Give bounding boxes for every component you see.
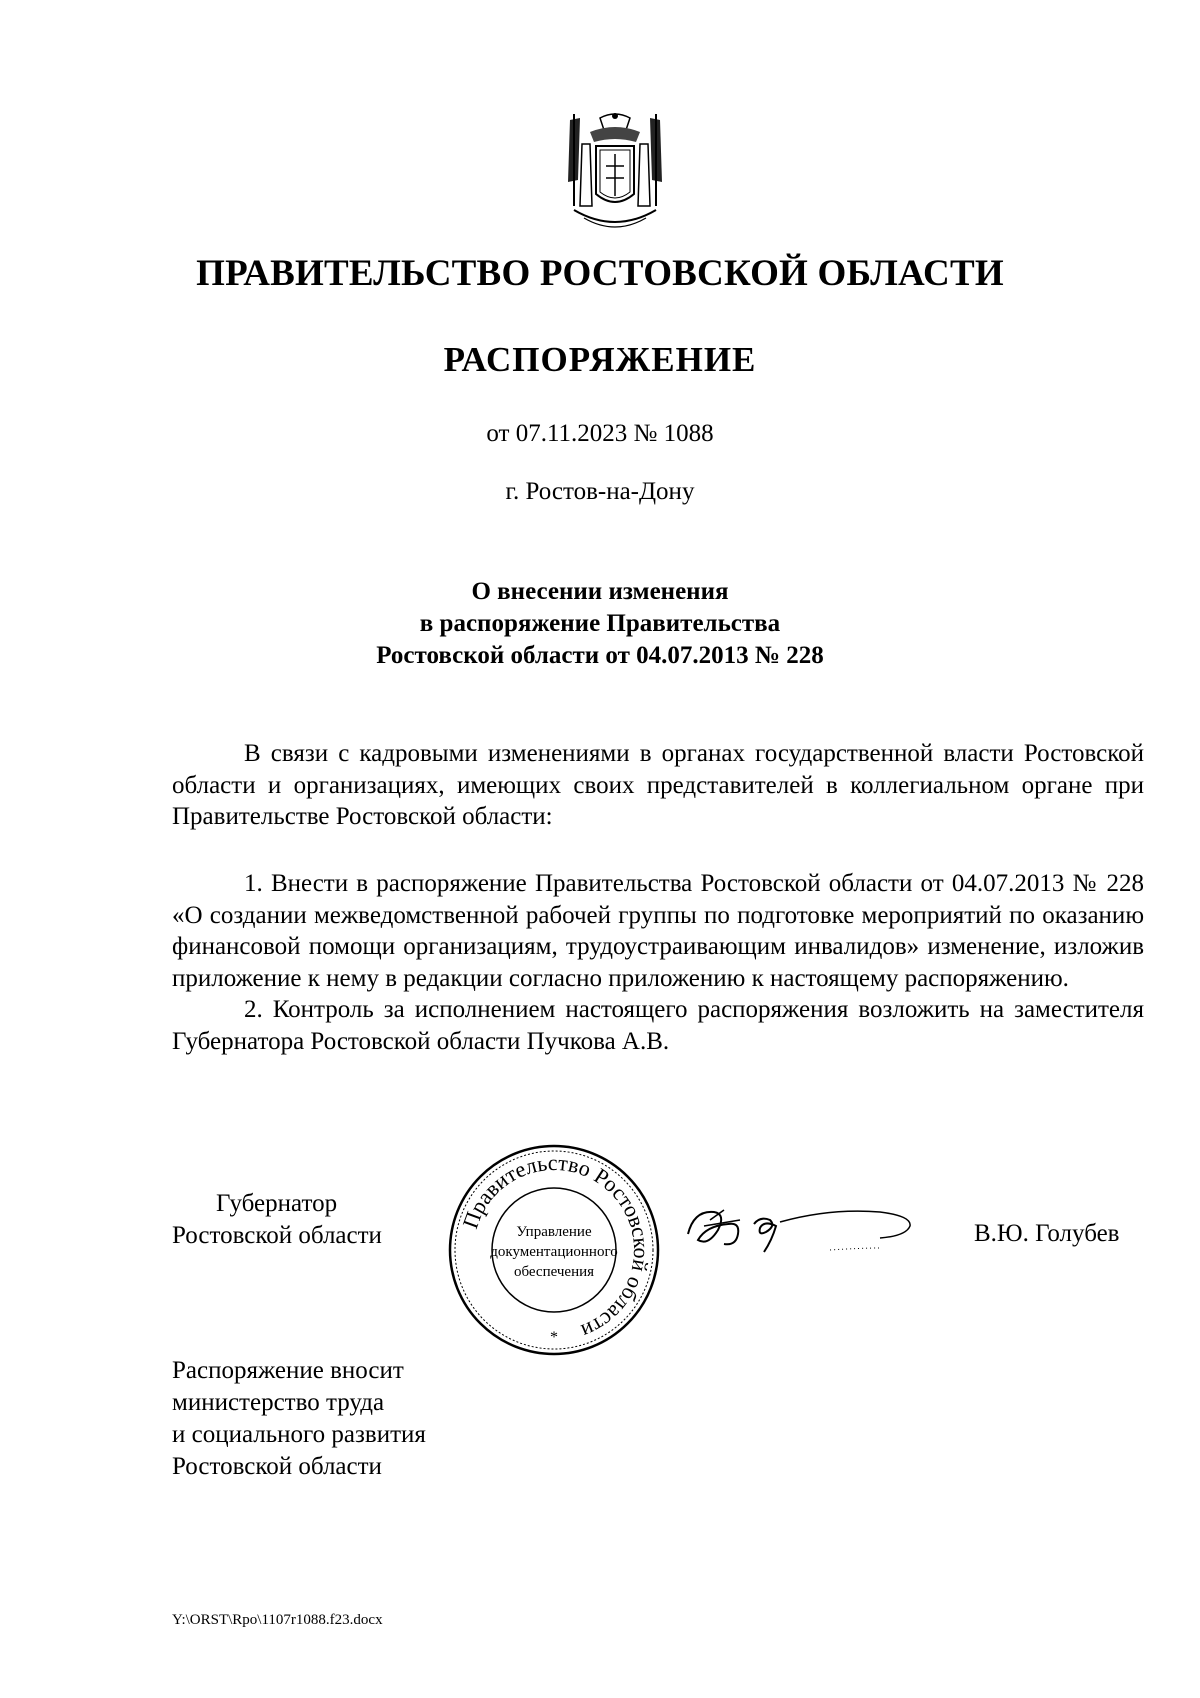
coat-of-arms-emblem [560,110,670,238]
document-place: г. Ростов-на-Дону [505,478,695,505]
organization-heading: ПРАВИТЕЛЬСТВО РОСТОВСКОЙ ОБЛАСТИ [196,253,1004,294]
official-seal [444,1140,664,1360]
signatory-title-line: Губернатор [216,1190,338,1217]
order-item-2: 2. Контроль за исполнением настоящего распоряжения возложить на заместителя Губернатора Ростовской области Пучкова А.В. [172,996,1144,1055]
seal-center-line: Управление [516,1224,592,1240]
svg-text:*: * [550,1329,558,1346]
signatory-title [172,1188,382,1252]
document-title [0,576,1200,672]
seal-center-line: документационного [490,1244,618,1260]
submitter-line: Распоряжение вносит [172,1357,404,1384]
document-type-heading: РАСПОРЯЖЕНИЕ [443,340,757,379]
order-items [172,868,1144,1057]
seal-ring-text: Правительство Ростовской области [457,1149,655,1345]
preamble-paragraph [172,738,1144,833]
submitter-line: Ростовской области [172,1453,382,1480]
handwritten-signature [680,1190,930,1270]
signatory-name: В.Ю. Голубев [974,1220,1120,1247]
document-title-line: в распоряжение Правительства [419,610,781,637]
document-title-line: Ростовской области от 04.07.2013 № 228 [376,642,824,669]
submitter-line: министерство труда [172,1389,385,1416]
submitter-line: и социального развития [172,1421,426,1448]
document-date-number: от 07.11.2023 № 1088 [486,420,714,447]
seal-center-line: обеспечения [513,1264,595,1280]
preamble-text: В связи с кадровыми изменениями в органах государственной власти Ростовской области и организациях, имеющих своих представителей в коллегиальном органе при Правительстве Ростовской области: [172,740,1144,830]
submitter-note [172,1355,426,1483]
document-title-line: О внесении изменения [471,578,729,605]
signatory-title-line: Ростовской области [172,1222,382,1249]
file-path-footer: Y:\ORST\Rpo\1107r1088.f23.docx [172,1612,383,1628]
order-item-1: 1. Внести в распоряжение Правительства Ростовской области от 04.07.2013 № 228 «О создании межведомственной рабочей группы по подготовке мероприятий по оказанию финансовой помощи организациям, трудоустраивающим инвалидов» изменение, изложив приложение к нему в редакции согласно приложению к настоящему распоряжению. [172,870,1144,992]
